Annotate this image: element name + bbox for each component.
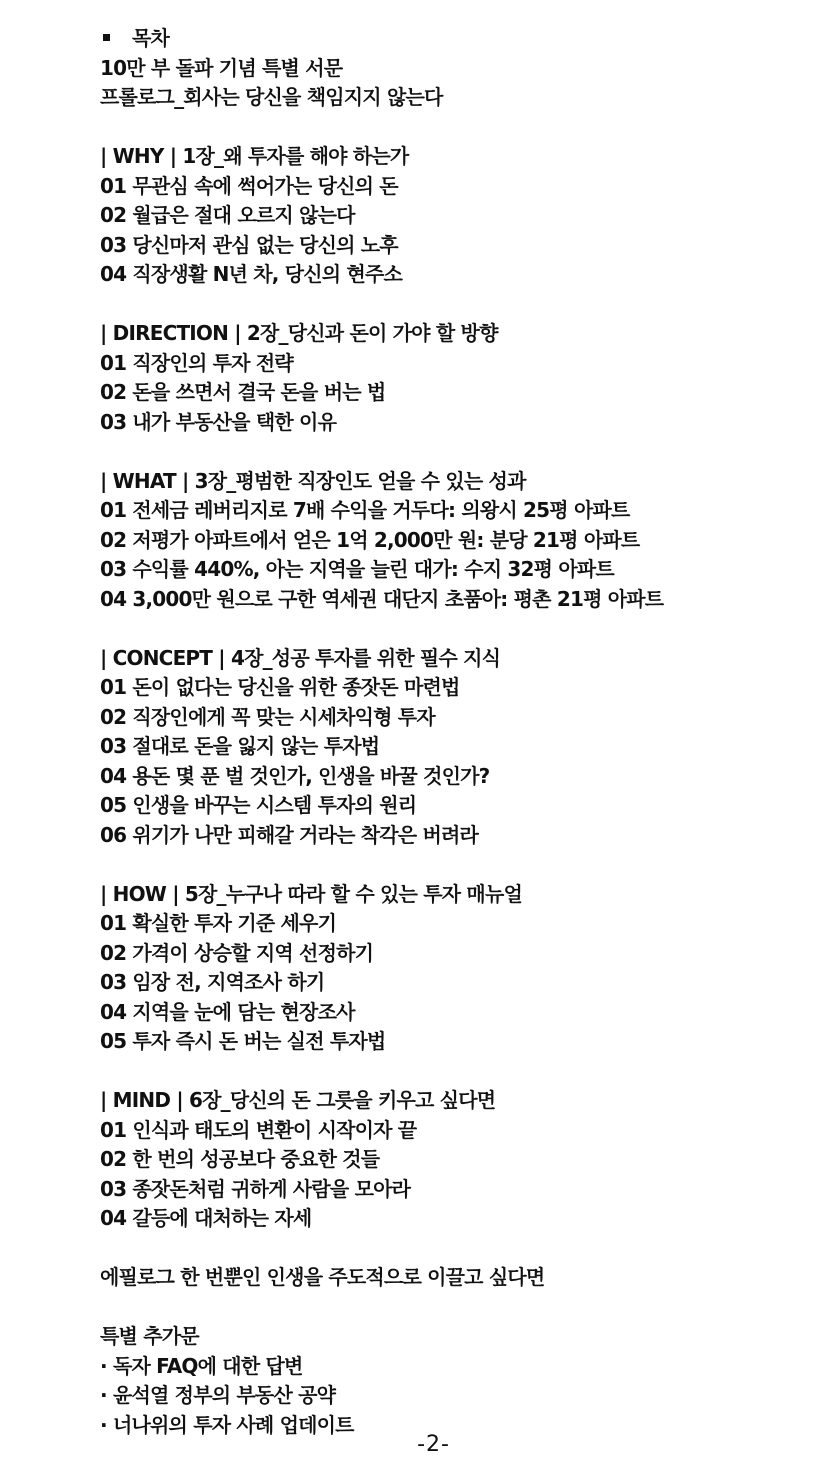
spacer: [100, 614, 800, 644]
toc-item: 02 한 번의 성공보다 중요한 것들: [100, 1147, 380, 1171]
spacer: [100, 1234, 800, 1264]
toc-item: 03 절대로 돈을 잃지 않는 투자법: [100, 734, 380, 758]
toc-item: 01 직장인의 투자 전략: [100, 350, 293, 375]
page-number: -2-: [417, 1432, 450, 1457]
toc-item: 02 저평가 아파트에서 얻은 1억 2,000만 원: 분당 21평 아파트: [100, 527, 640, 552]
toc-item: 04 지역을 눈에 담는 현장조사: [100, 999, 355, 1024]
toc-item: 04 용돈 몇 푼 벌 것인가, 인생을 바꿀 것인가?: [100, 763, 490, 788]
toc-header: [100, 24, 800, 54]
toc-item: 03 수익률 440%, 아는 지역을 늘린 대가: 수지 32평 아파트: [100, 557, 614, 581]
toc-item: 02 가격이 상승할 지역 선정하기: [100, 940, 374, 965]
square-bullet-icon: [103, 34, 110, 41]
toc-item: 01 전세금 레버리지로 7배 수익을 거두다: 의왕시 25평 아파트: [100, 498, 630, 522]
special-item: · 윤석열 정부의 부동산 공약: [100, 1383, 336, 1407]
toc-item: 01 무관심 속에 썩어가는 당신의 돈: [100, 173, 398, 198]
chapter-heading-concept: | CONCEPT | 4장_성공 투자를 위한 필수 지식: [100, 645, 501, 670]
toc-item: 04 갈등에 대처하는 자세: [100, 1206, 312, 1230]
spacer: [100, 1057, 800, 1087]
special-preface-link: 10만 부 돌파 기념 특별 서문: [100, 55, 343, 80]
spacer: [100, 113, 800, 143]
chapter-heading-why: | WHY | 1장_왜 투자를 해야 하는가: [100, 144, 409, 168]
toc-item: 06 위기가 나만 피해갈 거라는 착각은 버려라: [100, 822, 479, 847]
toc-item: 05 투자 즉시 돈 버는 실전 투자법: [100, 1029, 386, 1053]
toc-item: 03 내가 부동산을 택한 이유: [100, 409, 337, 434]
toc-item: 01 확실한 투자 기준 세우기: [100, 911, 337, 935]
toc-item: 01 인식과 태도의 변환이 시작이자 끝: [100, 1117, 417, 1142]
chapter-heading-how: | HOW | 5장_누구나 따라 할 수 있는 투자 매뉴얼: [100, 881, 522, 906]
toc-item: 02 월급은 절대 오르지 않는다: [100, 203, 355, 227]
epilogue-link: 에필로그 한 번뿐인 인생을 주도적으로 이끌고 싶다면: [100, 1265, 545, 1289]
toc-item: 02 돈을 쓰면서 결국 돈을 버는 법: [100, 380, 386, 404]
toc-item: 01 돈이 없다는 당신을 위한 종잣돈 마련법: [100, 675, 460, 699]
special-section-title: 특별 추가문: [100, 1324, 199, 1348]
toc-item: 05 인생을 바꾸는 시스템 투자의 원리: [100, 793, 417, 817]
toc-item: 03 종잣돈처럼 귀하게 사람을 모아라: [100, 1176, 411, 1201]
spacer: [100, 290, 800, 320]
toc-title: 목차: [132, 26, 170, 50]
spacer: [100, 1293, 800, 1323]
toc-item: 04 3,000만 원으로 구한 역세권 대단지 초품아: 평촌 21평 아파트: [100, 586, 664, 611]
toc-item: 03 당신마저 관심 없는 당신의 노후: [100, 232, 398, 257]
toc-item: 04 직장생활 N년 차, 당신의 현주소: [100, 262, 403, 286]
chapter-heading-what: | WHAT | 3장_평범한 직장인도 얻을 수 있는 성과: [100, 468, 526, 493]
special-item: · 너나위의 투자 사례 업데이트: [100, 1412, 354, 1437]
toc-item: 03 임장 전, 지역조사 하기: [100, 970, 325, 994]
table-of-contents: [100, 24, 800, 1440]
spacer: [100, 850, 800, 880]
chapter-heading-direction: | DIRECTION | 2장_당신과 돈이 가야 할 방향: [100, 321, 498, 345]
chapter-heading-mind: | MIND | 6장_당신의 돈 그릇을 키우고 싶다면: [100, 1088, 496, 1112]
special-item: · 독자 FAQ에 대한 답변: [100, 1353, 303, 1378]
toc-item: 02 직장인에게 꼭 맞는 시세차익형 투자: [100, 704, 435, 729]
spacer: [100, 437, 800, 467]
prologue-link: 프롤로그_회사는 당신을 책임지지 않는다: [100, 85, 443, 109]
